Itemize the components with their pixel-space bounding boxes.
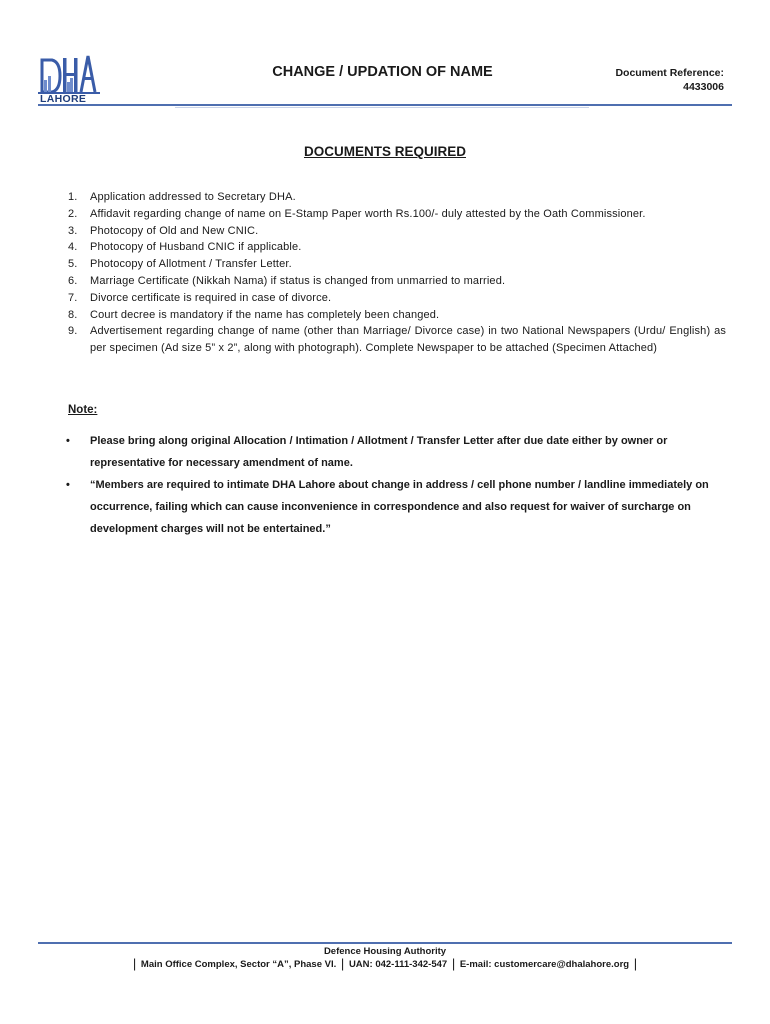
section-heading: DOCUMENTS REQUIRED (303, 144, 466, 159)
list-item (68, 273, 726, 290)
list-item (68, 189, 726, 206)
footer-separator: | (451, 956, 456, 971)
list-item-number: 6. (68, 274, 78, 287)
list-item-text: Photocopy of Old and New CNIC. (90, 224, 259, 237)
footer-divider (38, 942, 732, 944)
note-item-text: Please bring along original Allocation / Intimation / Allotment / Transfer Letter after due date either by owner or representative for necessary amendment of name. (90, 435, 668, 469)
requirements-list (68, 189, 726, 357)
document-reference-label: Document Reference: (615, 67, 724, 79)
footer-uan: UAN: 042-111-342-547 (348, 959, 448, 970)
list-item (68, 323, 726, 357)
footer-separator: | (340, 956, 345, 971)
list-item-number: 8. (68, 308, 78, 321)
list-item (68, 307, 726, 324)
list-item-text: Advertisement regarding change of name (other than Marriage/ Divorce case) in two National Newspapers (Urdu/ English) as per specimen (Ad size 5” x 2”, along with photograph). Complete Newspaper to be attached (Specimen Attached) (90, 325, 726, 355)
list-item-number: 9. (68, 325, 78, 338)
list-item (68, 256, 726, 273)
document-reference-number: 4433006 (683, 81, 724, 93)
logo-city-text: LAHORE (40, 93, 87, 105)
list-item (68, 206, 726, 223)
document-reference (615, 66, 724, 94)
list-item-number: 5. (68, 258, 78, 271)
bullet-icon: • (66, 479, 70, 491)
footer-title: Defence Housing Authority (323, 946, 447, 957)
header-divider (38, 104, 732, 106)
list-item-text: Photocopy of Husband CNIC if applicable. (90, 241, 302, 254)
footer-separator: | (132, 956, 137, 971)
list-item-text: Application addressed to Secretary DHA. (90, 191, 296, 203)
footer-address: Main Office Complex, Sector “A”, Phase VI. (140, 959, 337, 970)
list-item (68, 290, 726, 307)
list-item-number: 1. (68, 191, 78, 203)
note-label: Note: (68, 404, 98, 416)
header-divider-thin (175, 107, 589, 108)
list-item-text: Court decree is mandatory if the name has completely been changed. (90, 308, 440, 321)
note-item-text: “Members are required to intimate DHA Lahore about change in address / cell phone number / landline immediately on occurrence, failing which can cause inconvenience in correspondence and also request for waiver of surcharge on development charges will not be entertained.” (90, 479, 709, 535)
note-list (66, 430, 726, 540)
footer-email[interactable]: E-mail: customercare@dhalahore.org (459, 959, 630, 970)
footer-contact-line (0, 957, 770, 972)
dha-logo-mark-icon (38, 52, 100, 96)
list-item (68, 223, 726, 240)
list-item-text: Marriage Certificate (Nikkah Nama) if status is changed from unmarried to married. (90, 274, 506, 287)
list-item-number: 3. (68, 224, 78, 237)
list-item-text: Affidavit regarding change of name on E-Stamp Paper worth Rs.100/- duly attested by the Oath Commissioner. (90, 207, 646, 220)
list-item-number: 4. (68, 241, 78, 254)
list-item-number: 2. (68, 207, 78, 220)
document-title: CHANGE / UPDATION OF NAME (272, 64, 493, 80)
list-item-text: Divorce certificate is required in case of divorce. (90, 291, 332, 304)
list-item (68, 239, 726, 256)
bullet-icon: • (66, 435, 70, 447)
list-item-number: 7. (68, 291, 78, 304)
note-item (66, 430, 726, 474)
footer-separator: | (633, 956, 638, 971)
note-item (66, 474, 726, 540)
list-item-text: Photocopy of Allotment / Transfer Letter. (90, 258, 292, 271)
